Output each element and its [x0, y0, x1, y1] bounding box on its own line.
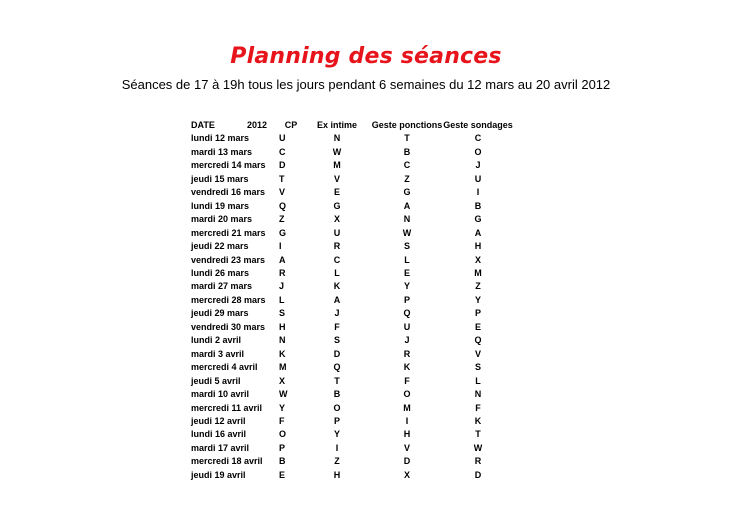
- geste-sondages-cell: A: [474, 227, 482, 238]
- table-row: [191, 280, 513, 293]
- cp-cell: B: [279, 456, 286, 467]
- cp-cell: R: [279, 267, 286, 278]
- geste-sondages-cell: F: [475, 402, 481, 413]
- ex-intime-cell: Z: [334, 456, 340, 467]
- geste-ponctions-cell: C: [403, 160, 411, 171]
- table-row: [191, 294, 513, 307]
- date-cell: mercredi 28 mars: [191, 294, 266, 305]
- geste-ponctions-cell: T: [404, 133, 410, 144]
- cp-cell: H: [279, 321, 286, 332]
- geste-sondages-cell: W: [473, 442, 483, 453]
- date-cell: vendredi 16 mars: [191, 187, 266, 198]
- cp-cell: I: [279, 241, 282, 252]
- date-cell: lundi 19 mars: [191, 200, 250, 211]
- date-cell: jeudi 12 avril: [191, 415, 246, 426]
- date-cell: vendredi 23 mars: [191, 254, 266, 265]
- geste-ponctions-cell: A: [403, 200, 411, 211]
- schedule-table-body: [191, 132, 513, 482]
- table-row: [191, 348, 513, 361]
- ex-intime-column-header: Ex intime: [316, 120, 357, 130]
- cp-cell: U: [279, 133, 286, 144]
- geste-ponctions-cell: X: [403, 469, 410, 480]
- ex-intime-cell: X: [333, 214, 340, 225]
- geste-sondages-cell: O: [474, 146, 482, 157]
- table-row: [191, 307, 513, 320]
- cp-cell: W: [279, 389, 288, 400]
- date-cell: mardi 3 avril: [191, 348, 245, 359]
- table-row: [191, 442, 513, 455]
- geste-sondages-cell: H: [474, 241, 482, 252]
- table-row: [191, 227, 513, 240]
- ex-intime-cell: U: [333, 227, 341, 238]
- table-row: [191, 415, 513, 428]
- date-cell: jeudi 5 avril: [191, 375, 241, 386]
- geste-sondages-cell: N: [474, 389, 482, 400]
- table-row: [191, 402, 513, 415]
- date-cell: lundi 16 avril: [191, 429, 247, 440]
- ex-intime-cell: V: [333, 173, 340, 184]
- geste-ponctions-cell: S: [403, 241, 410, 252]
- table-row: [191, 334, 513, 347]
- cp-cell: V: [279, 187, 286, 198]
- date-cell: jeudi 29 mars: [191, 308, 249, 319]
- geste-ponctions-cell: D: [403, 456, 411, 467]
- ex-intime-cell: N: [333, 133, 341, 144]
- table-row: [191, 213, 513, 226]
- ex-intime-cell: W: [332, 146, 342, 157]
- table-row: [191, 267, 513, 280]
- geste-ponctions-cell: O: [403, 389, 411, 400]
- geste-ponctions-cell: M: [403, 402, 411, 413]
- table-row: [191, 469, 513, 482]
- ex-intime-cell: E: [333, 187, 340, 198]
- table-row: [191, 321, 513, 334]
- geste-ponctions-cell: B: [403, 146, 411, 157]
- ex-intime-cell: A: [333, 294, 341, 305]
- cp-cell: G: [279, 227, 287, 238]
- geste-ponctions-cell: Z: [404, 173, 410, 184]
- date-cell: mercredi 21 mars: [191, 227, 266, 238]
- geste-sondages-cell: R: [474, 456, 482, 467]
- geste-ponctions-cell: H: [403, 429, 411, 440]
- cp-column-header: CP: [284, 120, 298, 130]
- geste-ponctions-cell: N: [403, 214, 411, 225]
- ex-intime-cell: O: [333, 402, 341, 413]
- date-column-header: [191, 119, 279, 132]
- geste-sondages-cell: I: [476, 187, 480, 198]
- cp-cell: Q: [279, 200, 287, 211]
- geste-ponctions-cell: W: [402, 227, 412, 238]
- cp-cell: P: [279, 442, 286, 453]
- geste-sondages-cell: C: [474, 133, 482, 144]
- cp-cell: F: [279, 415, 285, 426]
- geste-ponctions-cell: E: [403, 267, 410, 278]
- ex-intime-cell: J: [334, 308, 340, 319]
- geste-sondages-cell: L: [475, 375, 481, 386]
- table-row: [191, 375, 513, 388]
- ex-intime-cell: I: [335, 442, 339, 453]
- date-cell: jeudi 22 mars: [191, 241, 249, 252]
- cp-cell: A: [279, 254, 286, 265]
- date-cell: lundi 26 mars: [191, 267, 250, 278]
- table-row: [191, 361, 513, 374]
- geste-sondages-cell: S: [474, 362, 481, 373]
- geste-sondages-cell: K: [474, 415, 482, 426]
- table-row: [191, 240, 513, 253]
- ex-intime-cell: M: [333, 160, 341, 171]
- geste-sondages-cell: P: [474, 308, 481, 319]
- geste-sondages-cell: U: [474, 173, 482, 184]
- date-cell: mercredi 11 avril: [191, 402, 263, 413]
- page-title: Planning des séances: [230, 44, 502, 69]
- geste-ponctions-cell: L: [404, 254, 410, 265]
- date-cell: mardi 27 mars: [191, 281, 253, 292]
- table-row: [191, 159, 513, 172]
- cp-cell: D: [279, 160, 286, 171]
- ex-intime-cell: P: [333, 415, 340, 426]
- geste-sondages-cell: J: [475, 160, 481, 171]
- cp-cell: K: [279, 348, 286, 359]
- ex-intime-cell: Q: [333, 362, 341, 373]
- page-subtitle: Séances de 17 à 19h tous les jours pendant 6 semaines du 12 mars au 20 avril 2012: [121, 77, 611, 92]
- ex-intime-cell: C: [333, 254, 341, 265]
- cp-cell: O: [279, 429, 287, 440]
- table-row: [191, 254, 513, 267]
- geste-ponctions-cell: F: [404, 375, 410, 386]
- ex-intime-cell: T: [334, 375, 340, 386]
- cp-cell: L: [279, 294, 285, 305]
- cp-cell: Y: [279, 402, 286, 413]
- date-cell: mercredi 14 mars: [191, 160, 266, 171]
- ex-intime-cell: H: [333, 469, 341, 480]
- cp-cell: T: [279, 173, 285, 184]
- ex-intime-cell: R: [333, 241, 341, 252]
- geste-sondages-cell: B: [474, 200, 482, 211]
- cp-cell: Z: [279, 214, 285, 225]
- geste-ponctions-cell: J: [404, 335, 410, 346]
- date-cell: mardi 20 mars: [191, 214, 253, 225]
- cp-cell: X: [279, 375, 286, 386]
- ex-intime-cell: F: [334, 321, 340, 332]
- table-row: [191, 186, 513, 199]
- date-cell: lundi 2 avril: [191, 335, 242, 346]
- geste-sondages-cell: X: [474, 254, 481, 265]
- table-row: [191, 428, 513, 441]
- geste-sondages-cell: Y: [474, 294, 481, 305]
- header-row: [191, 119, 513, 132]
- geste-ponctions-cell: I: [405, 415, 409, 426]
- cp-cell: J: [279, 281, 285, 292]
- table-row: [191, 132, 513, 145]
- geste-sondages-cell: M: [474, 267, 482, 278]
- geste-ponctions-cell: U: [403, 321, 411, 332]
- ex-intime-cell: G: [333, 200, 341, 211]
- geste-ponctions-cell: V: [403, 442, 410, 453]
- date-cell: mardi 10 avril: [191, 389, 250, 400]
- ex-intime-cell: S: [333, 335, 340, 346]
- geste-sondages-cell: G: [474, 214, 482, 225]
- ex-intime-cell: D: [333, 348, 341, 359]
- table-row: [191, 455, 513, 468]
- table-row: [191, 200, 513, 213]
- geste-sondages-cell: E: [474, 321, 481, 332]
- date-cell: lundi 12 mars: [191, 133, 250, 144]
- cp-cell: M: [279, 362, 287, 373]
- date-cell: mardi 13 mars: [191, 146, 253, 157]
- geste-ponctions-cell: Y: [403, 281, 410, 292]
- date-cell: mardi 17 avril: [191, 442, 250, 453]
- geste-sondages-cell: Q: [474, 335, 482, 346]
- date-cell: mercredi 4 avril: [191, 362, 258, 373]
- geste-sondages-cell: Z: [475, 281, 481, 292]
- table-row: [191, 388, 513, 401]
- date-cell: jeudi 19 avril: [191, 469, 246, 480]
- geste-ponctions-cell: K: [403, 362, 411, 373]
- date-header-label: DATE: [191, 120, 215, 130]
- geste-sondages-cell: D: [474, 469, 482, 480]
- year-header-label: 2012: [246, 120, 267, 130]
- cp-cell: E: [279, 469, 286, 480]
- cp-cell: C: [279, 146, 286, 157]
- cp-cell: N: [279, 335, 286, 346]
- ex-intime-cell: B: [333, 389, 341, 400]
- geste-sondages-cell: T: [475, 429, 481, 440]
- schedule-table: [191, 119, 513, 482]
- schedule-table-header: [191, 119, 513, 132]
- cp-cell: S: [279, 308, 286, 319]
- geste-sondages-cell: V: [474, 348, 481, 359]
- table-row: [191, 173, 513, 186]
- geste-ponctions-cell: R: [403, 348, 411, 359]
- geste-sondages-column-header: Geste sondages: [443, 120, 513, 130]
- ex-intime-cell: L: [334, 267, 340, 278]
- ex-intime-cell: Y: [333, 429, 340, 440]
- table-row: [191, 146, 513, 159]
- date-cell: vendredi 30 mars: [191, 321, 266, 332]
- ex-intime-cell: K: [333, 281, 341, 292]
- date-cell: jeudi 15 mars: [191, 173, 249, 184]
- geste-ponctions-cell: P: [403, 294, 410, 305]
- geste-ponctions-column-header: Geste ponctions: [371, 120, 443, 130]
- geste-ponctions-cell: G: [403, 187, 411, 198]
- date-cell: mercredi 18 avril: [191, 456, 263, 467]
- geste-ponctions-cell: Q: [403, 308, 411, 319]
